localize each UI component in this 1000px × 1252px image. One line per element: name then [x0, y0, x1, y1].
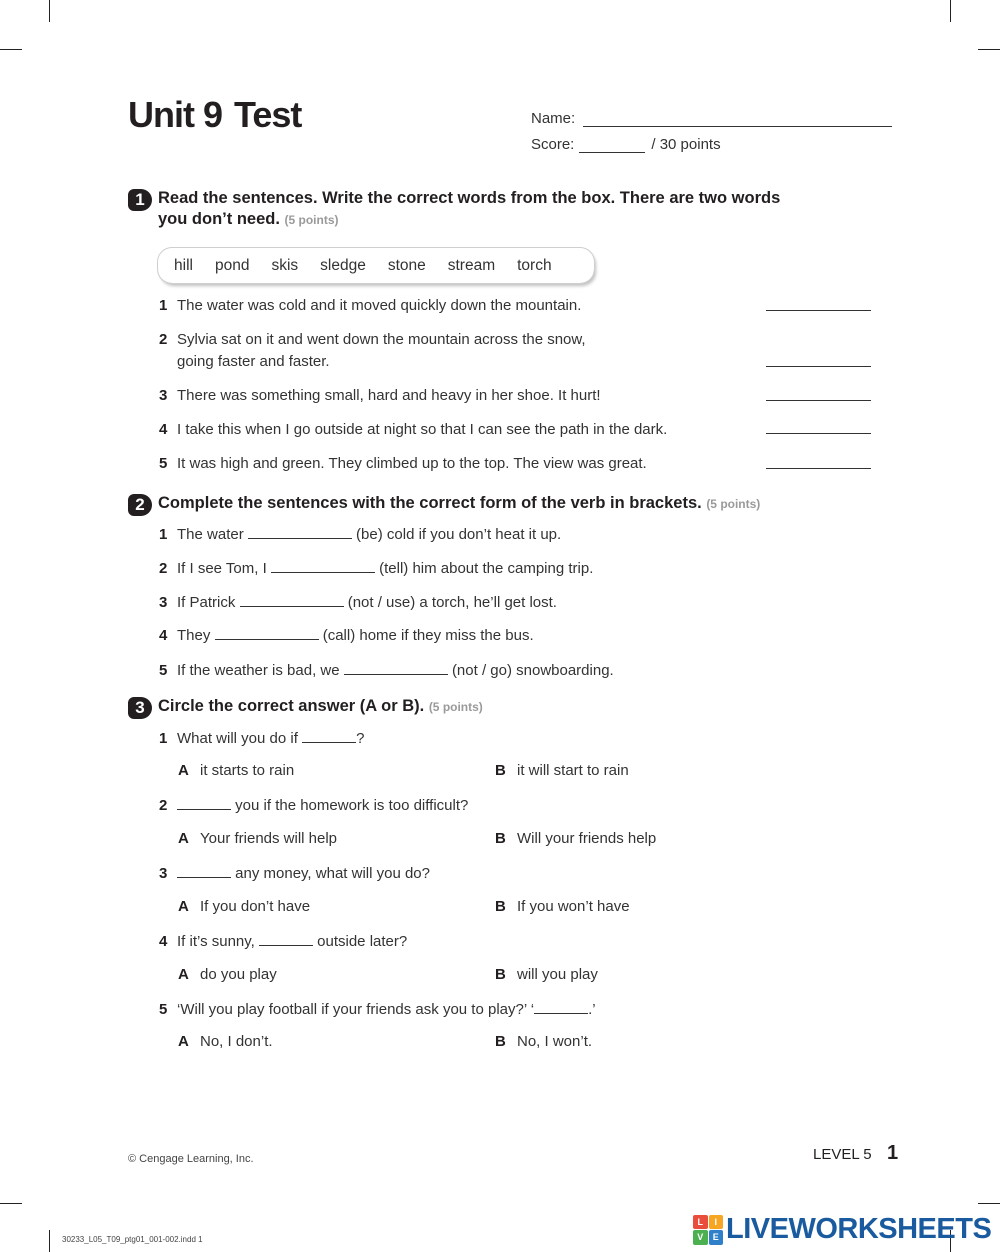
question-text-continued: going faster and faster.	[177, 353, 330, 370]
option-text: Will your friends help	[517, 830, 657, 847]
liveworksheets-logo[interactable]	[693, 1213, 991, 1246]
s3-q4-option-a[interactable]	[178, 966, 277, 983]
question-text: (tell) him about the camping trip.	[379, 560, 594, 577]
answer-blank[interactable]	[344, 660, 448, 675]
section-3-heading	[128, 696, 483, 719]
s2-question-4	[159, 625, 534, 647]
option-letter: B	[495, 1033, 506, 1050]
option-letter: A	[178, 762, 189, 779]
s1-question-5	[159, 453, 647, 475]
question-text: (not / use) a torch, he’ll get lost.	[347, 594, 557, 611]
question-text: (not / go) snowboarding.	[451, 662, 614, 679]
option-text: No, I don’t.	[200, 1033, 273, 1050]
question-text: ?	[356, 730, 365, 747]
question-number: 4	[159, 421, 168, 438]
option-text: If you won’t have	[517, 898, 630, 915]
score-total: / 30 points	[651, 136, 721, 153]
s1-answer-line-5[interactable]	[766, 468, 871, 469]
word-box-item: stream	[447, 256, 496, 274]
crop-mark	[978, 49, 1000, 50]
answer-blank[interactable]	[248, 524, 352, 539]
liveworksheets-logo-icon	[693, 1215, 723, 1245]
question-number: 1	[159, 526, 168, 543]
question-number: 2	[159, 331, 168, 348]
section-3-points: (5 points)	[428, 700, 483, 714]
s2-question-1	[159, 524, 561, 546]
question-number: 1	[159, 730, 168, 747]
page-number: 1	[887, 1142, 899, 1164]
file-name: 30233_L05_T09_ptg01_001-002.indd 1	[62, 1235, 203, 1244]
s2-question-3	[159, 592, 557, 614]
word-box-item: hill	[174, 256, 193, 274]
option-letter: B	[495, 966, 506, 983]
s1-question-3	[159, 385, 601, 407]
question-number: 3	[159, 387, 168, 404]
s1-question-2	[159, 329, 586, 373]
answer-blank[interactable]	[215, 625, 319, 640]
answer-blank	[302, 728, 356, 743]
option-text: Your friends will help	[200, 830, 338, 847]
question-text: If Patrick	[177, 594, 236, 611]
logo-mark-letter: E	[709, 1230, 724, 1245]
liveworksheets-logo-text: LIVEWORKSHEETS	[726, 1213, 992, 1245]
question-number: 3	[159, 865, 168, 882]
answer-blank[interactable]	[240, 592, 344, 607]
question-number: 5	[159, 662, 168, 679]
option-letter: B	[495, 762, 506, 779]
section-2-instruction: Complete the sentences with the correct form of the verb in brackets.	[158, 494, 702, 512]
crop-mark	[0, 49, 22, 50]
s1-answer-line-1[interactable]	[766, 310, 871, 311]
section-number-badge: 3	[128, 697, 152, 719]
s1-question-4	[159, 419, 667, 441]
s1-answer-line-2[interactable]	[766, 366, 871, 367]
crop-mark	[49, 0, 50, 22]
section-1-instruction-line1: Read the sentences. Write the correct words from the box. There are two words	[158, 189, 781, 207]
option-text: If you don’t have	[200, 898, 311, 915]
s3-q1-option-a[interactable]	[178, 762, 294, 779]
question-number: 2	[159, 560, 168, 577]
question-number: 5	[159, 1001, 168, 1018]
answer-blank	[259, 931, 313, 946]
s3-q3-option-a[interactable]	[178, 898, 310, 915]
s1-answer-line-3[interactable]	[766, 400, 871, 401]
crop-mark	[978, 1203, 1000, 1204]
option-letter: A	[178, 966, 189, 983]
option-letter: A	[178, 898, 189, 915]
word-box	[158, 248, 594, 283]
question-text: It was high and green. They climbed up to the top. The view was great.	[177, 455, 647, 472]
section-2-heading	[128, 493, 760, 516]
title-test: Test	[234, 94, 302, 135]
word-box-item: sledge	[320, 256, 366, 274]
section-2-points: (5 points)	[706, 497, 761, 511]
s1-answer-line-4[interactable]	[766, 433, 871, 434]
question-text: I take this when I go outside at night so that I can see the path in the dark.	[177, 421, 668, 438]
word-box-item: stone	[387, 256, 426, 274]
question-text: you if the homework is too difficult?	[235, 797, 469, 814]
s3-q5-option-a[interactable]	[178, 1033, 273, 1050]
section-number-badge: 2	[128, 494, 152, 516]
word-box-item: torch	[517, 256, 552, 274]
s3-question-3	[159, 863, 430, 885]
question-number: 3	[159, 594, 168, 611]
logo-mark-letter: V	[693, 1230, 708, 1245]
question-text: What will you do if	[177, 730, 298, 747]
name-row	[531, 110, 892, 127]
question-text: (call) home if they miss the bus.	[322, 627, 534, 644]
question-text: If it’s sunny,	[177, 933, 255, 950]
score-label: Score:	[531, 136, 575, 153]
question-text: The water was cold and it moved quickly down the mountain.	[177, 297, 582, 314]
s2-question-2	[159, 558, 593, 580]
name-label: Name:	[531, 110, 576, 127]
crop-mark	[49, 1230, 50, 1252]
option-text: No, I won’t.	[517, 1033, 593, 1050]
s3-question-2	[159, 795, 468, 817]
question-text: Sylvia sat on it and went down the mountain across the snow,	[177, 331, 586, 348]
question-number: 5	[159, 455, 168, 472]
s3-question-1	[159, 728, 364, 750]
section-1-heading	[128, 188, 780, 231]
option-text: will you play	[517, 966, 598, 983]
s1-question-1	[159, 295, 581, 317]
question-text: ‘Will you play football if your friends ask you to play?’ ‘	[177, 1001, 535, 1018]
option-text: it starts to rain	[200, 762, 295, 779]
question-text: If the weather is bad, we	[177, 662, 340, 679]
s3-q1-option-b[interactable]	[495, 762, 629, 779]
logo-mark-letter: I	[709, 1215, 724, 1230]
question-number: 2	[159, 797, 168, 814]
answer-blank	[177, 795, 231, 810]
question-text: any money, what will you do?	[235, 865, 430, 882]
crop-mark	[950, 0, 951, 22]
question-number: 1	[159, 297, 168, 314]
page-title	[128, 94, 301, 136]
level-label: LEVEL 5	[813, 1146, 872, 1163]
question-text: .’	[588, 1001, 596, 1018]
option-letter: A	[178, 1033, 189, 1050]
word-box-item: skis	[271, 256, 299, 274]
section-1-points: (5 points)	[284, 213, 339, 227]
option-text: do you play	[200, 966, 277, 983]
title-unit: Unit 9	[128, 94, 223, 135]
answer-blank	[177, 863, 231, 878]
s3-q4-option-b[interactable]	[495, 966, 598, 983]
s3-q2-option-b[interactable]	[495, 830, 656, 847]
question-text: The water	[177, 526, 244, 543]
copyright: © Cengage Learning, Inc.	[128, 1153, 254, 1165]
section-number-badge: 1	[128, 189, 152, 211]
question-text: They	[177, 627, 211, 644]
word-box-item: pond	[214, 256, 250, 274]
section-1-instruction-line2: you don’t need.	[158, 210, 280, 228]
question-number: 4	[159, 627, 168, 644]
question-text: If I see Tom, I	[177, 560, 267, 577]
section-3-instruction: Circle the correct answer (A or B).	[158, 697, 425, 715]
option-text: it will start to rain	[517, 762, 629, 779]
crop-mark	[0, 1203, 22, 1204]
option-letter: B	[495, 898, 506, 915]
answer-blank	[534, 999, 588, 1014]
question-text: There was something small, hard and heavy in her shoe. It hurt!	[177, 387, 601, 404]
s3-q5-option-b[interactable]	[495, 1033, 592, 1050]
option-letter: B	[495, 830, 506, 847]
question-text: outside later?	[317, 933, 408, 950]
s3-question-5	[159, 999, 596, 1021]
option-letter: A	[178, 830, 189, 847]
score-field[interactable]	[579, 139, 645, 153]
logo-mark-letter: L	[693, 1215, 708, 1230]
question-number: 4	[159, 933, 168, 950]
s3-q3-option-b[interactable]	[495, 898, 630, 915]
question-text: (be) cold if you don’t heat it up.	[356, 526, 562, 543]
name-field[interactable]	[583, 113, 892, 127]
s2-question-5	[159, 660, 614, 682]
answer-blank[interactable]	[271, 558, 375, 573]
score-row	[531, 136, 721, 153]
s3-question-4	[159, 931, 407, 953]
s3-q2-option-a[interactable]	[178, 830, 337, 847]
